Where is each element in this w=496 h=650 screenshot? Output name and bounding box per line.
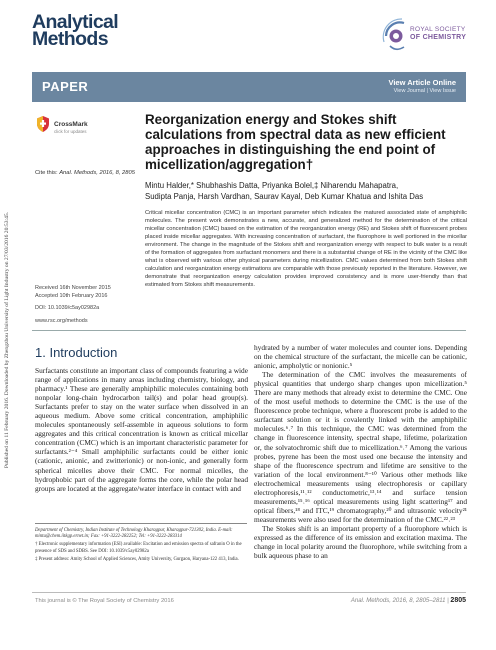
abstract: Critical micellar concentration (CMC) is an important parameter which indicates the matured associated state of amphiphilic molecules. The present work demonstrates a new, accurate, and generalized method for the determination of the critical micellar concentration (CMC) based on the estimation of the reorganization energy (RE) and Stokes shift of fluorescent probes placed inside micellar aggregates. With increasing concentration of surfactant, the fluorophore is well portioned in the micellar environment. The change in the magnitude of the Stokes shift and reorganization energy with respect to bulk water is a result of the formation of aggregates from surfactant monomers and there is a substantial change of RE in the vicinity of the CMC like what is observed with various other physical parameters during micellization. CMC values determined from both Stokes shift calculation and reorganization energy estimations are comparable with those previously reported in the literature. However, we demonstrate that reorganization energy calculation provides improved consistency and is more user-friendly than that estimated from Stokes shift measurements. <box>145 210 467 289</box>
paragraph: Surfactants constitute an important class of compounds featuring a wide range of applications in many areas including chemistry, biology, and pharmacy.¹ These are generally amphiphilic molecules containing both nonpolar long-chain hydrocarbon tail(s) and polar head group(s). Surfactants prefer to stay on the water surface when dissolved in an aqueous medium. Above some critical concentration, amphiphilic molecules spontaneously self-assemble in aqueous solutions to form aggregates and this critical concentration is known as critical micellar concentration (CMC) which is an important characteristic parameter for surfactants.²⁻⁴ Small amphiphilic surfactants could be either ionic (cationic, anionic, and zwitterionic) or non-ionic, and generally form spherical micelles above their CMC. For normal micelles, the hydrophobic part of the aggregate forms the core, while the polar head groups are located at the aggregate/water interface in contact with and <box>35 366 248 493</box>
crossmark-label[interactable]: CrossMark <box>54 121 88 128</box>
publisher-name-line1: ROYAL SOCIETY <box>410 26 466 33</box>
section-banner <box>32 72 466 102</box>
footnote-esi: † Electronic supplementary information (ESI) available: Excitation and emission spectra of safranin O in the presence of SDS and SDBS. See DOI: 10.1039/c5ay02982a <box>35 542 242 554</box>
body-column-right <box>254 343 467 560</box>
footer-copyright: This journal is © The Royal Society of Chemistry 2016 <box>35 598 174 604</box>
author-list-line2: Sudipta Panja, Harsh Vardhan, Saurav Kayal, Deb Kumar Khatua and Ishita Das <box>145 192 424 201</box>
cite-this <box>35 170 135 176</box>
paragraph: hydrated by a number of water molecules and counter ions. Depending on the chemical structure of the surfactant, the micelle can be cationic, anionic, ampholytic or nonionic.⁵ <box>254 343 467 371</box>
publisher-name-line2: OF CHEMISTRY <box>410 33 467 41</box>
footer-citation: Anal. Methods, 2016, 8, 2805–2811 <box>350 598 446 604</box>
crossmark-icon[interactable] <box>35 115 51 133</box>
cite-prefix: Cite this: <box>35 170 58 176</box>
footnote-present-address: ‡ Present address: Amity School of Applied Sciences, Amity University, Gurgaon, Haryana-122 413, India. <box>35 556 239 562</box>
rsc-crest-icon <box>383 19 404 49</box>
journal-name-line1: Analytical <box>32 11 119 33</box>
section-heading-introduction: 1. Introduction <box>35 345 118 360</box>
article-meta <box>35 285 111 325</box>
footnote-affiliation: Department of Chemistry, Indian Institute of Technology Kharagpur, Kharagpur-721302, India. E-mail: mintu@chem.iitkgp.ernet.in; Fax: +91-3222-282252; Tel: +91-3222-283314 <box>35 528 233 540</box>
journal-name-line2: Methods <box>32 28 108 50</box>
section-label: PAPER <box>42 79 89 94</box>
header-divider <box>32 330 466 331</box>
accepted-date: Accepted 10th February 2016 <box>35 292 108 299</box>
paragraph: The Stokes shift is an important property of a fluorophore which is expressed as the difference of its emission and excitation maxima. The change in local polarity around the fluorophore, while switching from a bulk aqueous phase to an <box>254 523 467 561</box>
author-list-line1: Mintu Halder,* Shubhashis Datta, Priyanka Bolel,‡ Niharendu Mahapatra, <box>145 181 399 190</box>
page-number: 2805 <box>450 597 466 604</box>
crossmark-sublabel[interactable]: click for updates <box>54 129 87 134</box>
article-title: Reorganization energy and Stokes shift calculations from spectral data as new efficient approaches in distinguishing the end point of micellization/aggregation† <box>145 112 446 172</box>
footnote-divider <box>35 523 247 524</box>
journal-name <box>32 11 119 50</box>
view-journal-issue-link[interactable]: View Journal | View Issue <box>393 88 456 94</box>
journal-url[interactable]: www.rsc.org/methods <box>35 317 88 324</box>
download-note <box>2 80 12 600</box>
doi[interactable]: DOI: 10.1039/c5ay02982a <box>35 305 100 311</box>
footnotes <box>35 528 247 565</box>
author-list <box>145 180 465 202</box>
body-column-left <box>35 366 248 493</box>
cite-reference: Anal. Methods, 2016, 8, 2805 <box>59 170 135 176</box>
footer-divider <box>32 592 466 593</box>
view-article-online-link[interactable]: View Article Online <box>388 78 456 87</box>
publisher-name <box>410 26 466 41</box>
download-note-text: Published on 11 February 2016. Downloaded by Zhengzhou University of Light Industry on 27/03/2016 20:53:45. <box>4 211 10 469</box>
received-date: Received 16th November 2015 <box>35 285 111 291</box>
paragraph: The determination of the CMC involves the measurements of physical quantities that undergo sharp changes upon micellization.⁵ There are many methods that already exist to determine the CMC. One of the most useful methods to determine the CMC is the use of the fluorescence probe technique, where a fluorescent probe is added to the surfactant solution or it is covalently linked with the amphiphilic molecules.⁶˒⁷ In this technique, the CMC was determined from the change in fluorescence intensity, spectral shape, lifetime, polarization or, the solvatochromic shift due to micellization.⁶˒⁷ Among the various probes, pyrene has been the most used one because the intensity and shape of the fluorescence spectrum and lifetime are sensitive to the variation of the local environment.⁸⁻¹⁰ Various other methods like electrochemical measurements using electrophoresis or capillary electrophoresis,¹¹˒¹² conductometric,¹³˒¹⁴ and surface tension measurements,¹⁵˒¹⁶ optical measurements using light scattering¹⁷ and optical fibers,¹⁸ and ITC,¹⁹ chromatography,²⁰ and ultrasonic velocity²¹ measurements were also used for the determination of the CMC.²²˒²³ <box>254 370 467 524</box>
footer-reference: Anal. Methods, 2016, 8, 2805–2811 | 2805 <box>350 597 466 604</box>
